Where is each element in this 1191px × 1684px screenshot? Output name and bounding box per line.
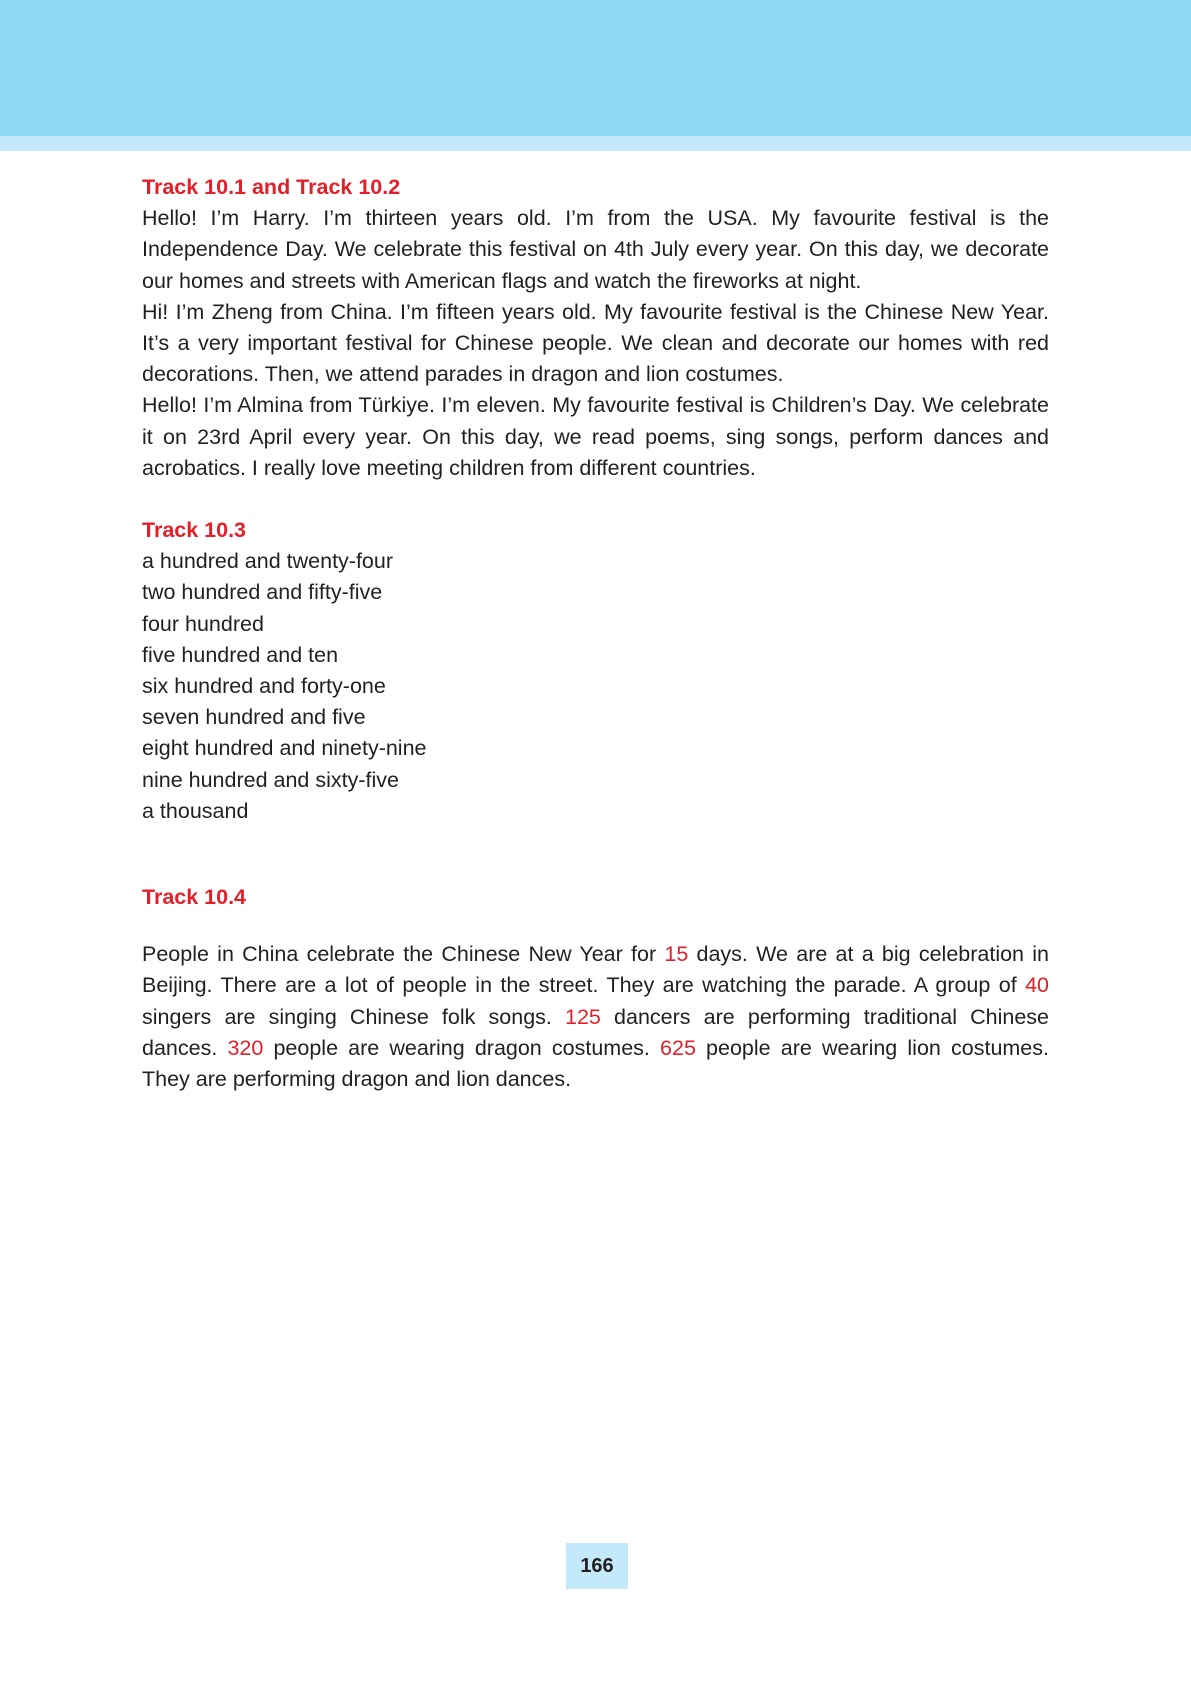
list-item: a hundred and twenty-four [142, 549, 393, 574]
highlight-number: 40 [1025, 973, 1049, 998]
text-segment: singers are singing Chinese folk songs. [142, 1004, 566, 1029]
highlight-number: 320 [227, 1035, 264, 1060]
header-strip [0, 136, 1191, 151]
list-item: eight hundred and ninety-nine [142, 736, 427, 761]
text-segment: People in China celebrate the Chinese New Year for [142, 942, 665, 967]
page-number: 166 [566, 1543, 628, 1589]
list-item: seven hundred and five [142, 705, 366, 730]
text-segment: people are wearing dragon costumes. [263, 1035, 661, 1060]
header-band [0, 0, 1191, 136]
text-segment: people are wearing lion costumes. They are performing dragon and lion dances. [142, 1035, 1049, 1092]
highlight-number: 15 [664, 942, 689, 967]
track-10-3-section [142, 515, 1049, 827]
highlight-number: 125 [565, 1004, 601, 1029]
track-10-1-section [142, 172, 1049, 484]
list-item: two hundred and fifty-five [142, 580, 383, 605]
text-segment: dancers are performing traditional Chinese dances. [142, 1004, 1049, 1060]
paragraph-almina: Hello! I’m Almina from Türkiye. I’m eleven. My favourite festival is Children’s Day. We celebrate it on 23rd April every year. On this day, we read poems, sing songs, perform dances and acrobatics. I really love meeting children from different countries. [142, 393, 1049, 480]
track-10-4-section [142, 882, 1049, 1095]
paragraph-zheng: Hi! I’m Zheng from China. I’m fifteen years old. My favourite festival is the Chinese New Year. It’s a very important festival for Chinese people. We clean and decorate our homes with red decorations. Then, we attend parades in dragon and lion costumes. [142, 299, 1049, 387]
highlight-number: 625 [660, 1035, 696, 1060]
track-heading: Track 10.1 and Track 10.2 [142, 175, 401, 199]
page-content [142, 172, 1049, 1095]
list-item: four hundred [142, 611, 264, 636]
list-item: five hundred and ten [142, 642, 339, 667]
number-list [142, 546, 1049, 827]
list-item: six hundred and forty-one [142, 674, 386, 699]
paragraph-harry: Hello! I’m Harry. I’m thirteen years old. I’m from the USA. My favourite festival is the Independence Day. We celebrate this festival on 4th July every year. On this day, we decorate our homes and streets with American flags and watch the fireworks at night. [142, 206, 1049, 293]
list-item: nine hundred and sixty-five [142, 767, 399, 792]
list-item: a thousand [142, 798, 249, 823]
paragraph-celebration [142, 939, 1049, 1095]
track-heading: Track 10.4 [142, 885, 247, 910]
track-heading: Track 10.3 [142, 518, 247, 543]
text-segment: days. We are at a big celebration in Beijing. There are a lot of people in the street. They are watching the parade. A group of [142, 942, 1049, 998]
